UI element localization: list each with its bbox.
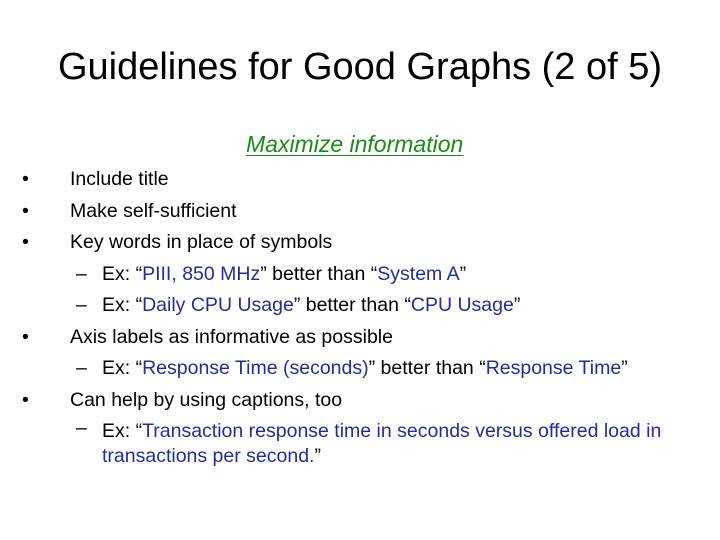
bullet-text: Include title [70,168,169,190]
bullet-marker: • [22,231,29,253]
example-bad: System A [377,262,460,285]
bullet-text: Can help by using captions, too [70,388,343,411]
bullet-text: Axis labels as informative as possible [70,325,393,348]
example-good: Response Time (seconds) [142,357,369,379]
example-suffix: ” [621,357,628,379]
bullet-marker: • [22,325,29,348]
bullet-item [22,196,702,228]
slide-subtitle: Maximize information [246,131,464,157]
example-prefix: Ex: “ [102,420,143,442]
sub-bullet-item [22,259,702,291]
example-bad: CPU Usage [410,294,514,316]
sub-bullet-item [22,416,702,472]
dash-marker: – [76,417,87,439]
dash-marker: – [76,294,87,316]
example-middle: ” better than “ [368,357,486,379]
bullet-text: Make self-sufficient [70,199,237,222]
example-suffix: ” [314,445,321,467]
example-good: PIII, 850 MHz [142,262,261,285]
bullet-marker: • [22,388,29,411]
bullet-marker: • [22,168,29,190]
example-prefix: Ex: “ [102,357,143,379]
bullet-text: Key words in place of symbols [70,231,333,253]
bullet-item [22,227,702,259]
bullet-list [22,164,702,472]
slide-title: Guidelines for Good Graphs (2 of 5) [57,46,663,88]
example-suffix: ” [459,262,467,285]
example-suffix: ” [513,294,521,316]
example-middle: ” better than “ [260,262,378,285]
dash-marker: – [76,262,87,285]
example-prefix: Ex: “ [102,294,143,316]
bullet-item [22,164,702,196]
example-prefix: Ex: “ [102,262,143,285]
example-bad: Response Time [485,357,622,379]
bullet-item [22,385,702,417]
example-good: Daily CPU Usage [142,294,294,316]
sub-bullet-item [22,290,702,322]
example-middle: ” better than “ [293,294,411,316]
bullet-marker: • [22,199,29,222]
bullet-item [22,322,702,354]
example-caption: Transaction response time in seconds versus offered load in transactions per second. [102,420,662,467]
sub-bullet-item [22,353,702,385]
dash-marker: – [76,357,87,379]
